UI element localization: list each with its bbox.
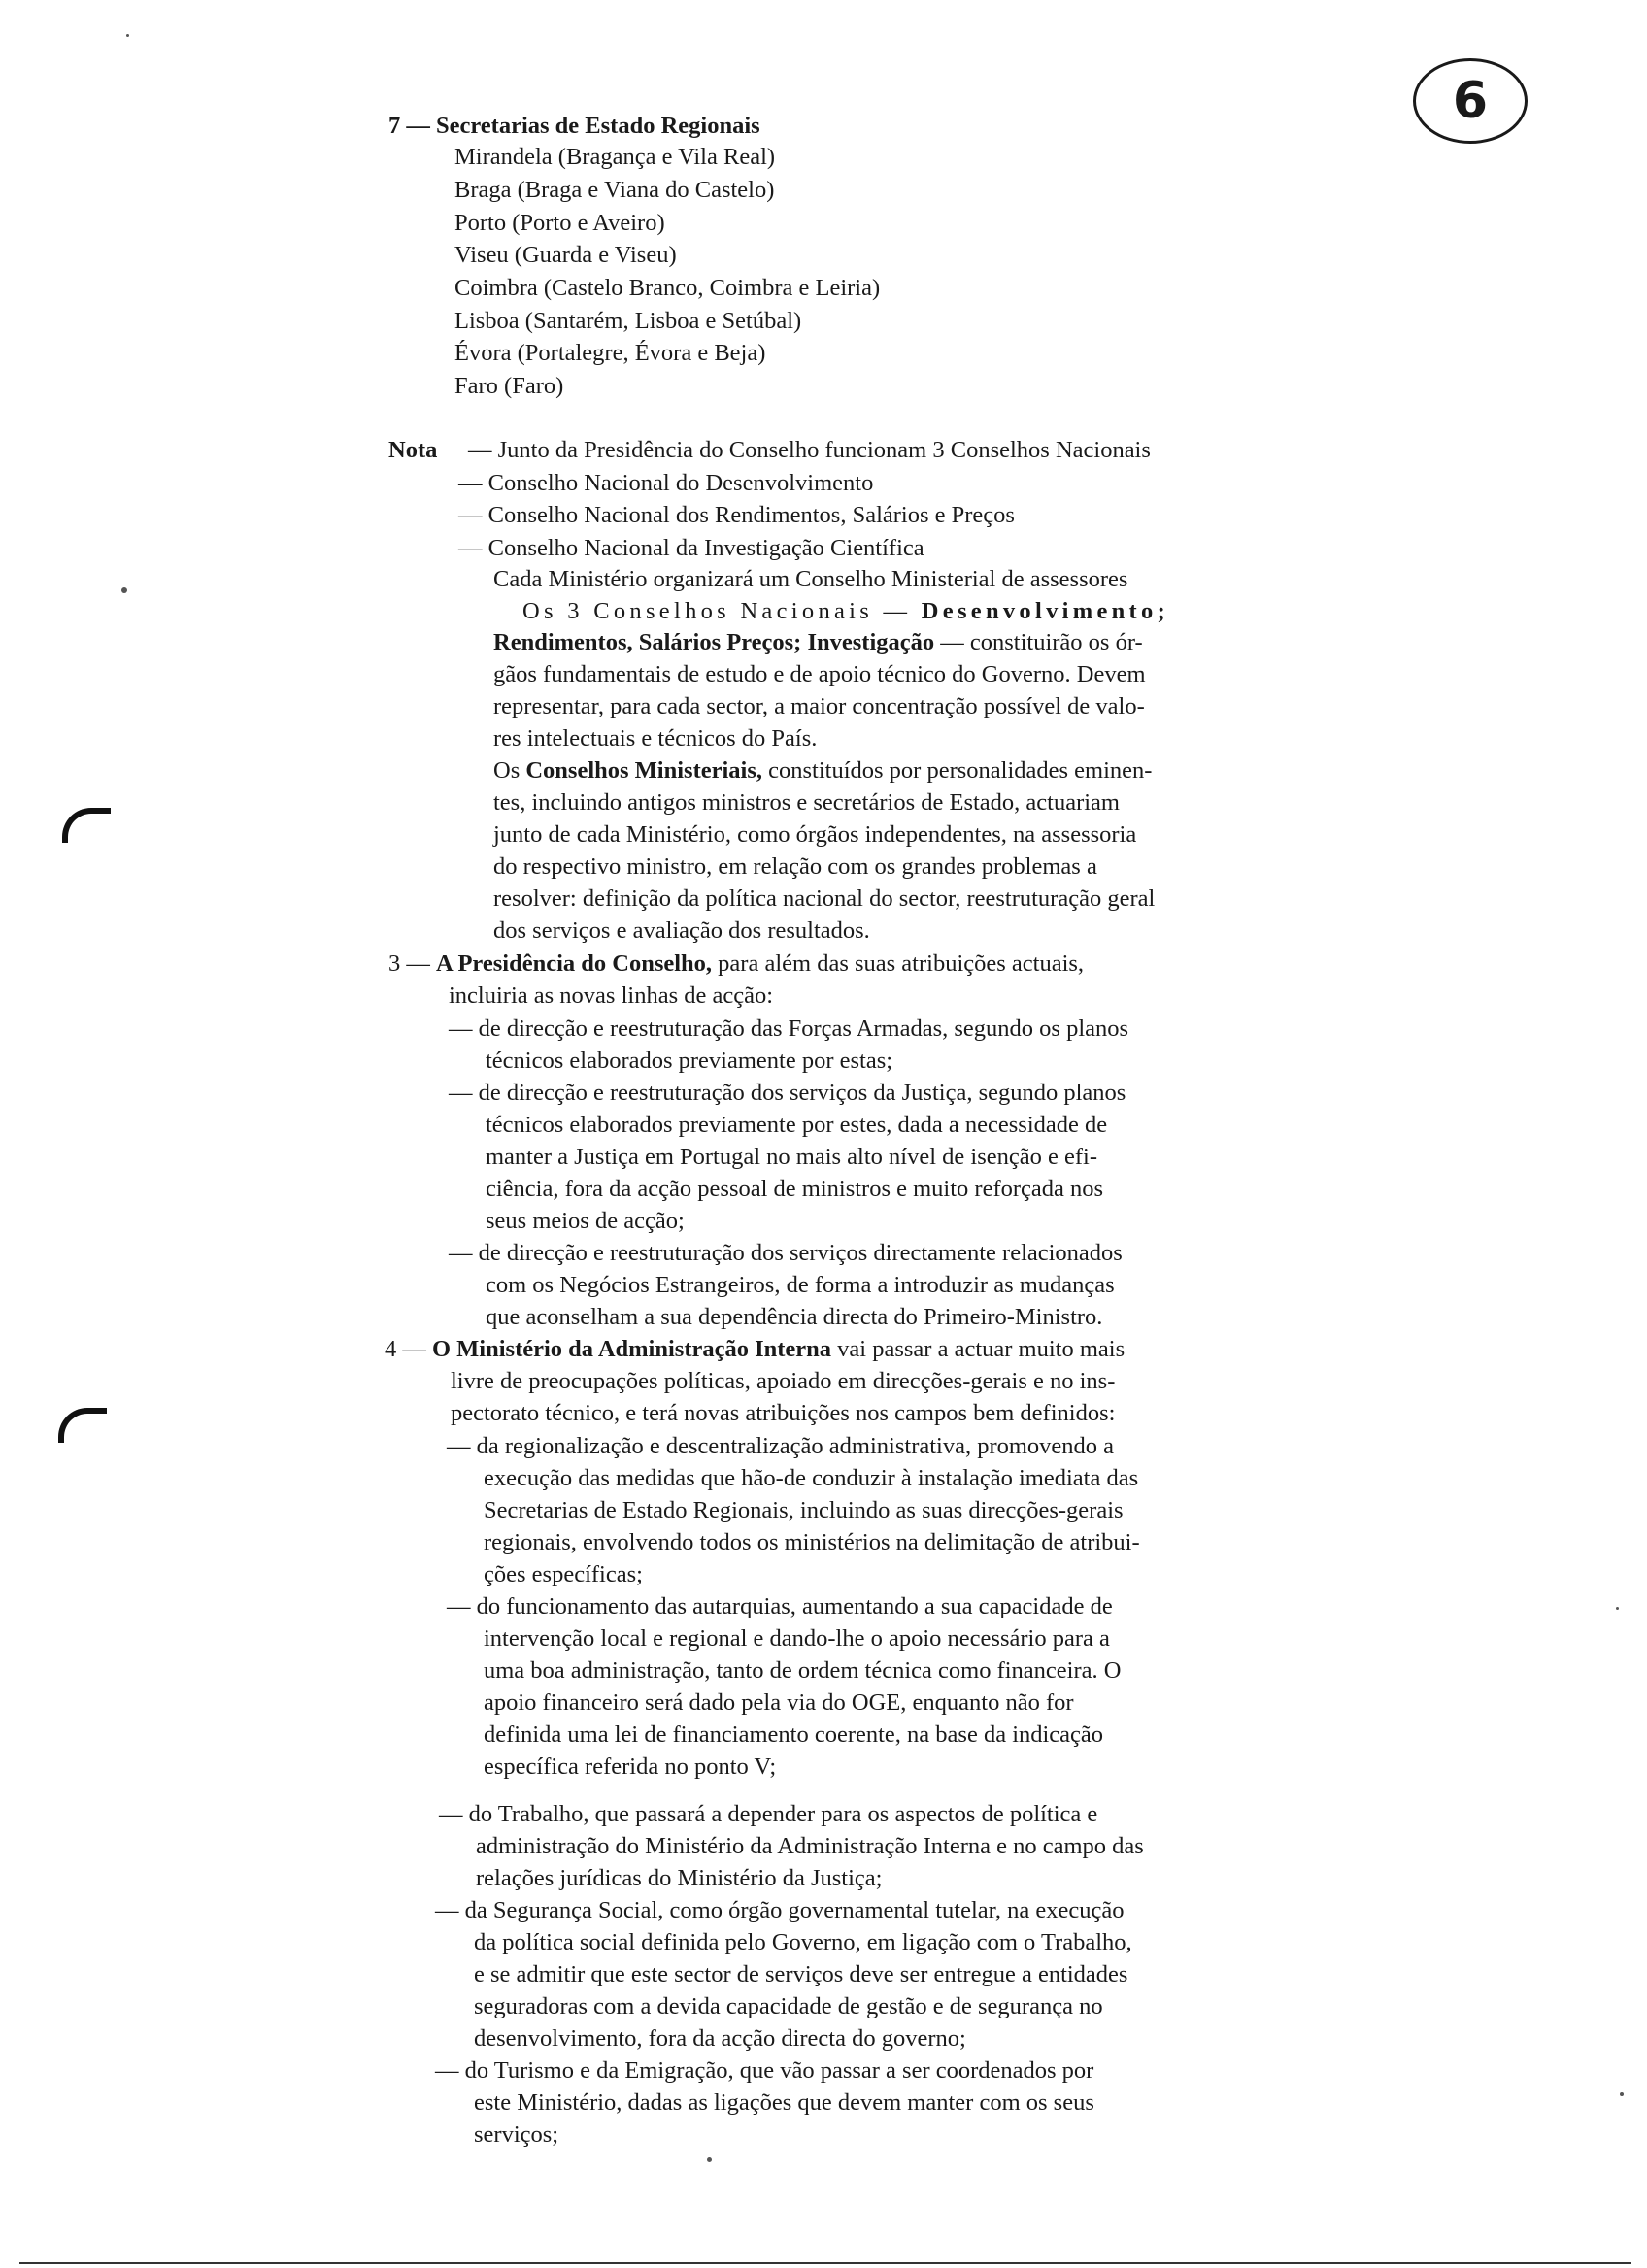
section-4-item-line: ções específicas; bbox=[484, 1561, 643, 1587]
section-3-item-line: — de direcção e reestruturação dos serviços directamente relacionados bbox=[449, 1240, 1123, 1266]
section-4-item-line: regionais, envolvendo todos os ministérios na delimitação de atribui- bbox=[484, 1529, 1140, 1555]
nota-p2-line: resolver: definição da política nacional do sector, reestruturação geral bbox=[493, 885, 1156, 912]
section-4-item-line: da política social definida pelo Governo, em ligação com o Trabalho, bbox=[474, 1929, 1132, 1955]
nota-label: Nota bbox=[388, 437, 438, 463]
section-3-line1-rest: para além das suas atribuições actuais, bbox=[718, 951, 1085, 977]
nota-p1-line: gãos fundamentais de estudo e de apoio técnico do Governo. Devem bbox=[493, 661, 1146, 687]
section-3-item-line: técnicos elaborados previamente por estes, dada a necessidade de bbox=[486, 1112, 1108, 1138]
section-4-line1-rest: vai passar a actuar muito mais bbox=[837, 1336, 1126, 1362]
section-4-item-line: — da Segurança Social, como órgão governamental tutelar, na execução bbox=[435, 1897, 1125, 1923]
section-4-item-line: e se admitir que este sector de serviços deve ser entregue a entidades bbox=[474, 1961, 1128, 1987]
nota-p1-line2-rest: — constituirão os ór- bbox=[940, 629, 1143, 655]
bottom-rule bbox=[19, 2262, 1631, 2264]
nota-p2-line: junto de cada Ministério, como órgãos independentes, na assessoria bbox=[493, 821, 1137, 848]
section-4-item-line: definida uma lei de financiamento coerente, na base da indicação bbox=[484, 1721, 1104, 1748]
section-4-item-line: — do funcionamento das autarquias, aumentando a sua capacidade de bbox=[447, 1593, 1113, 1619]
section-7-heading: 7 — Secretarias de Estado Regionais bbox=[388, 113, 760, 139]
nota-p1-line: representar, para cada sector, a maior concentração possível de valo- bbox=[493, 693, 1145, 719]
section-4-number: 4 — bbox=[385, 1336, 426, 1362]
section-4-item-line: administração do Ministério da Administração Interna e no campo das bbox=[476, 1833, 1144, 1859]
nota-line: — Conselho Nacional dos Rendimentos, Salários e Preços bbox=[458, 502, 1015, 528]
section-4-line bbox=[385, 1338, 1125, 1362]
section-4-item-line: apoio financeiro será dado pela via do OGE, enquanto não for bbox=[484, 1689, 1074, 1716]
scan-mark bbox=[62, 808, 111, 843]
region-item: Évora (Portalegre, Évora e Beja) bbox=[454, 340, 766, 366]
section-4-item-line: este Ministério, dadas as ligações que devem manter com os seus bbox=[474, 2089, 1094, 2116]
nota-line: — Conselho Nacional do Desenvolvimento bbox=[458, 470, 874, 496]
nota-p2-line bbox=[493, 759, 1152, 784]
section-4-item-line: seguradoras com a devida capacidade de gestão e de segurança no bbox=[474, 1993, 1103, 2019]
section-3-item-line: manter a Justiça em Portugal no mais alto nível de isenção e efi- bbox=[486, 1144, 1097, 1170]
page-number bbox=[1413, 58, 1528, 144]
section-4-item-line: intervenção local e regional e dando-lhe o apoio necessário para a bbox=[484, 1625, 1110, 1651]
scan-speck bbox=[707, 2157, 712, 2162]
nota-line: Cada Ministério organizará um Conselho Ministerial de assessores bbox=[493, 566, 1128, 592]
section-3-line: incluiria as novas linhas de acção: bbox=[449, 983, 774, 1009]
region-item: Braga (Braga e Viana do Castelo) bbox=[454, 177, 775, 203]
nota-p1-lead-bold: Desenvolvimento; bbox=[921, 598, 1170, 624]
section-4-item-line: execução das medidas que hão-de conduzir à instalação imediata das bbox=[484, 1465, 1139, 1491]
page-number-text: 6 bbox=[1452, 72, 1489, 130]
nota-p2-line: tes, incluindo antigos ministros e secretários de Estado, actuariam bbox=[493, 789, 1120, 816]
region-item: Lisboa (Santarém, Lisboa e Setúbal) bbox=[454, 308, 802, 334]
section-3-line bbox=[388, 952, 1084, 977]
scan-speck bbox=[1620, 2092, 1624, 2096]
nota-p2-line1-rest: constituídos por personalidades eminen- bbox=[768, 757, 1153, 784]
section-3-item-line: ciência, fora da acção pessoal de ministros e muito reforçada nos bbox=[486, 1176, 1104, 1202]
nota-p2-lead-bold: Conselhos Ministeriais, bbox=[525, 757, 763, 784]
nota-line: — Junto da Presidência do Conselho funcionam 3 Conselhos Nacionais bbox=[468, 437, 1151, 463]
nota-p2-lead: Os bbox=[493, 757, 521, 784]
section-3-item-line: — de direcção e reestruturação dos serviços da Justiça, segundo planos bbox=[449, 1080, 1126, 1106]
section-3-item-line: técnicos elaborados previamente por estas; bbox=[486, 1048, 893, 1074]
section-4-item-line: — do Trabalho, que passará a depender para os aspectos de política e bbox=[439, 1801, 1098, 1827]
section-4-lead: O Ministério da Administração Interna bbox=[432, 1336, 832, 1362]
nota-p2-line: do respectivo ministro, em relação com os grandes problemas a bbox=[493, 853, 1097, 880]
scan-speck bbox=[126, 34, 129, 37]
section-3-number: 3 — bbox=[388, 951, 430, 977]
section-4-item-line: relações jurídicas do Ministério da Justiça; bbox=[476, 1865, 883, 1891]
scan-speck bbox=[1616, 1607, 1619, 1610]
region-item: Faro (Faro) bbox=[454, 373, 564, 399]
section-3-item-line: que aconselham a sua dependência directa do Primeiro-Ministro. bbox=[486, 1304, 1103, 1330]
section-3-lead: A Presidência do Conselho, bbox=[436, 951, 713, 977]
scan-mark bbox=[58, 1408, 107, 1443]
section-3-item-line: — de direcção e reestruturação das Forças Armadas, segundo os planos bbox=[449, 1016, 1129, 1042]
nota-p2-line: dos serviços e avaliação dos resultados. bbox=[493, 917, 870, 944]
section-4-item-line: serviços; bbox=[474, 2121, 559, 2148]
nota-p1-lead: Os 3 Conselhos Nacionais — bbox=[522, 598, 912, 624]
section-4-item-line: — do Turismo e da Emigração, que vão passar a ser coordenados por bbox=[435, 2057, 1094, 2084]
scan-speck bbox=[121, 587, 127, 593]
nota-p1-line: res intelectuais e técnicos do País. bbox=[493, 725, 818, 751]
section-4-item-line: Secretarias de Estado Regionais, incluindo as suas direcções-gerais bbox=[484, 1497, 1124, 1523]
region-item: Mirandela (Bragança e Vila Real) bbox=[454, 144, 776, 170]
section-4-line: livre de preocupações políticas, apoiado em direcções-gerais e no ins- bbox=[451, 1368, 1116, 1394]
region-item: Porto (Porto e Aveiro) bbox=[454, 210, 665, 236]
section-3-item-line: com os Negócios Estrangeiros, de forma a introduzir as mudanças bbox=[486, 1272, 1115, 1298]
section-4-item-line: específica referida no ponto V; bbox=[484, 1753, 777, 1780]
section-4-item-line: uma boa administração, tanto de ordem técnica como financeira. O bbox=[484, 1657, 1122, 1684]
region-item: Coimbra (Castelo Branco, Coimbra e Leiria) bbox=[454, 275, 881, 301]
section-4-item-line: desenvolvimento, fora da acção directa do governo; bbox=[474, 2025, 966, 2051]
section-4-line: pectorato técnico, e terá novas atribuições nos campos bem definidos: bbox=[451, 1400, 1116, 1426]
nota-p1-line2-bold: Rendimentos, Salários Preços; Investigação bbox=[493, 629, 935, 655]
nota-line: — Conselho Nacional da Investigação Científica bbox=[458, 535, 924, 561]
section-4-item-line: — da regionalização e descentralização administrativa, promovendo a bbox=[447, 1433, 1115, 1459]
nota-p1-line bbox=[522, 600, 1169, 624]
section-3-item-line: seus meios de acção; bbox=[486, 1208, 685, 1234]
region-item: Viseu (Guarda e Viseu) bbox=[454, 242, 677, 268]
nota-p1-line bbox=[493, 631, 1143, 655]
